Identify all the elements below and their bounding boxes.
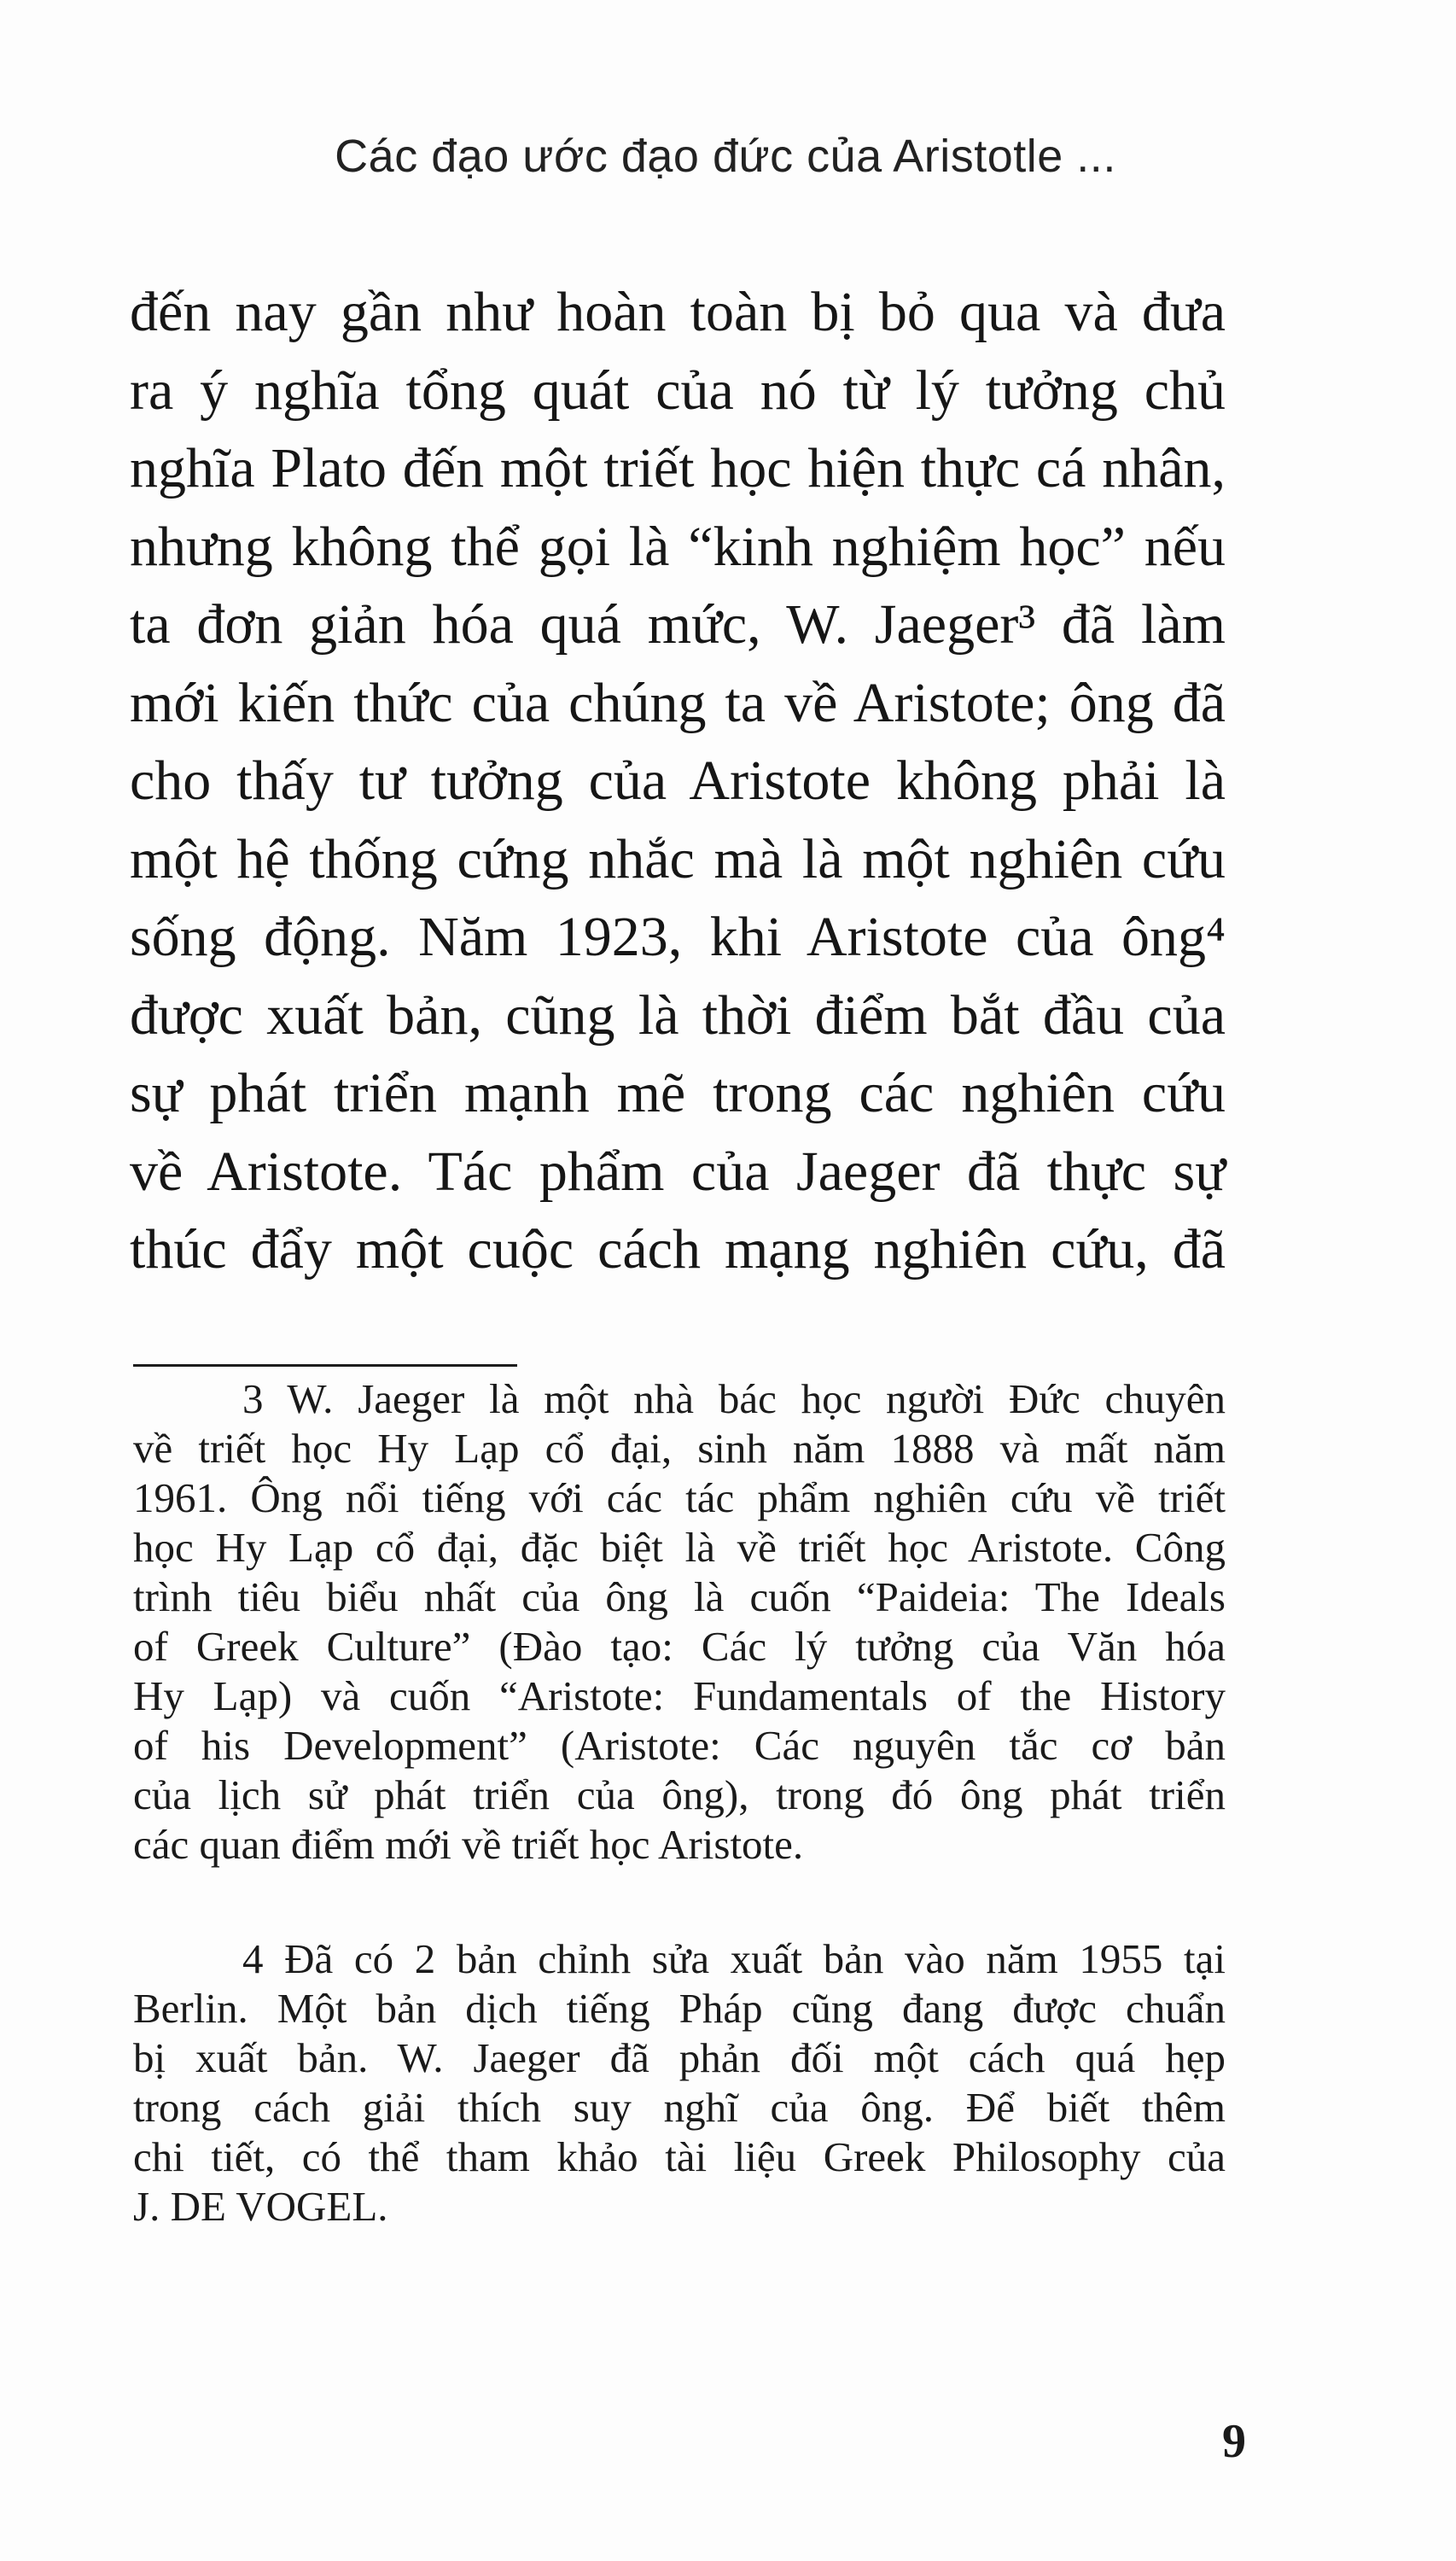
footnote-line: trình tiêu biểu nhất của ông là cuốn “Paideia: The Ideals [133, 1573, 1226, 1620]
footnote-line: chi tiết, có thể tham khảo tài liệu Greek Philosophy của [133, 2133, 1226, 2180]
footnote-line: 1961. Ông nổi tiếng với các tác phẩm nghiên cứu về triết [133, 1474, 1226, 1521]
body-line: mới kiến thức của chúng ta về Aristote; ông đã [130, 671, 1226, 734]
body-line: ra ý nghĩa tổng quát của nó từ lý tưởng chủ [130, 359, 1226, 422]
main-text [130, 273, 1226, 1289]
footnote-line: Hy Lạp) và cuốn “Aristote: Fundamentals of the History [133, 1672, 1226, 1719]
footnote-line: 3 W. Jaeger là một nhà bác học người Đức chuyên [242, 1375, 1226, 1422]
footnote-3 [133, 1374, 1226, 1870]
footnote-divider [133, 1364, 517, 1367]
body-line: nghĩa Plato đến một triết học hiện thực cá nhân, [130, 437, 1226, 499]
footnote-line: 4 Đã có 2 bản chỉnh sửa xuất bản vào năm 1955 tại [242, 1935, 1226, 1982]
body-line: nhưng không thể gọi là “kinh nghiệm học” nếu [130, 515, 1226, 578]
body-line: ta đơn giản hóa quá mức, W. Jaeger³ đã làm [130, 593, 1226, 656]
body-line: cho thấy tư tưởng của Aristote không phải là [130, 750, 1226, 812]
running-header: Các đạo ước đạo đức của Aristotle ... [335, 131, 1116, 182]
body-line: một hệ thống cứng nhắc mà là một nghiên cứu [130, 827, 1226, 890]
footnote-line: về triết học Hy Lạp cổ đại, sinh năm 1888 và mất năm [133, 1425, 1226, 1472]
footnotes [133, 1374, 1226, 2231]
body-line: sự phát triển mạnh mẽ trong các nghiên cứu [130, 1062, 1226, 1124]
footnote-line: học Hy Lạp cổ đại, đặc biệt là về triết học Aristote. Công [133, 1524, 1226, 1571]
body-line: đến nay gần như hoàn toàn bị bỏ qua và đưa [130, 281, 1226, 343]
footnote-line: Berlin. Một bản dịch tiếng Pháp cũng đang được chuẩn [133, 1985, 1226, 2032]
body-line: thúc đẩy một cuộc cách mạng nghiên cứu, đã [130, 1218, 1226, 1280]
body-line: được xuất bản, cũng là thời điểm bắt đầu của [130, 983, 1226, 1047]
footnote-line: of his Development” (Aristote: Các nguyên tắc cơ bản [133, 1722, 1226, 1769]
footnote-4 [133, 1934, 1226, 2231]
footnote-line: trong cách giải thích suy nghĩ của ông. Để biết thêm [133, 2084, 1226, 2131]
footnote-line: của lịch sử phát triển của ông), trong đó ông phát triển [133, 1771, 1226, 1818]
body-line: về Aristote. Tác phẩm của Jaeger đã thực sự [130, 1140, 1226, 1203]
footnote-line: bị xuất bản. W. Jaeger đã phản đối một cách quá hẹp [133, 2034, 1226, 2081]
footnote-line: of Greek Culture” (Đào tạo: Các lý tưởng của Văn hóa [133, 1623, 1226, 1670]
footnote-line: các quan điểm mới về triết học Aristote. [133, 1821, 804, 1868]
footnote-line: J. DE VOGEL. [133, 2183, 388, 2230]
body-line: sống động. Năm 1923, khi Aristote của ông⁴ [130, 906, 1226, 968]
page-number: 9 [1222, 2415, 1246, 2468]
